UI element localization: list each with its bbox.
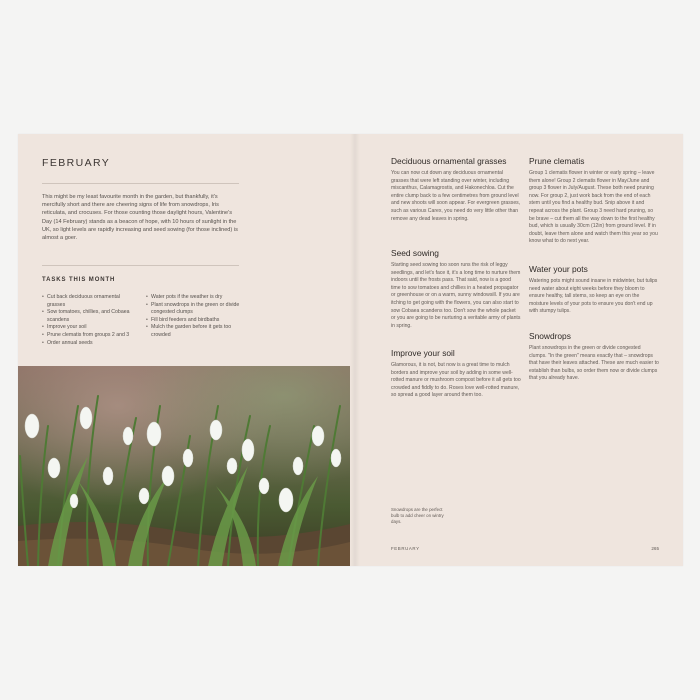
section-body: Plant snowdrops in the green or divide congested clumps. "In the green" means exactly that – snowdrops that have their leaves attached. These are much easier to establish than bulbs, so order them now or divide clumps that you already have. <box>529 345 659 382</box>
running-footer: FEBRUARY <box>391 546 420 551</box>
section-body: Glamorous, it is not, but now is a great time to mulch borders and improve your soil by adding in some well-rotted manure or mushroom compost before it all gets too crowded and fiddly to do. Roses love well-rotted manure, so spread a good layer around them too. <box>391 362 521 399</box>
page-number: 265 <box>651 546 659 551</box>
task-item: • Order annual seeds <box>42 340 138 348</box>
tasks-heading: TASKS THIS MONTH <box>42 277 116 283</box>
section-body: You can now cut down any deciduous ornamental grasses that were left standing over winter, including miscanthus, Calamagrostis, and Hakonechloa. Cut the entire clump back to a few centimetres from ground level and new shoots will soon appear. For evergreen grasses, such as various Carex, you need do very little other than remove any dead leaves in spring. <box>391 170 521 222</box>
section-ornamental-grasses <box>391 156 521 223</box>
book-spread <box>18 134 683 566</box>
task-item: • Prune clematis from groups 2 and 3 <box>42 332 138 340</box>
title-divider <box>42 183 239 184</box>
section-body: Group 1 clematis flower in winter or early spring – leave them alone! Group 2 clematis flower in May/June and group 3 flower in July/August. These both need pruning now. For group 2, just work back from the end of each stem until you find a healthy bud. Snip above it and repeat across the plant. Group 3 need hard pruning, so be brave – cut them all the way down to the first healthy bud, which is usually 30cm (12in) from ground level. If in doubt, leave them alone and watch them this year so you know what to do next year. <box>529 170 658 245</box>
section-snowdrops <box>529 331 659 383</box>
task-item: • Improve your soil <box>42 324 138 332</box>
page-title: FEBRUARY <box>42 157 111 169</box>
book-gutter <box>350 134 360 566</box>
tasks-list-right <box>146 294 242 340</box>
task-item: • Water pots if the weather is dry <box>146 294 242 302</box>
section-prune-clematis <box>529 156 659 246</box>
intro-paragraph: This might be my least favourite month in the garden, but thankfully, it's mercifully short and there are cheering signs of life from snowdrops, Iris reticulata, and crocuses. For those counting those daylight hours, Valentine's Day (14 February) stands as a beacon of hope, with 10 hours of sunlight in the UK, so light levels are rapidly increasing and seed sowing (for those inclined) is almost a goer. <box>42 194 238 242</box>
task-item: • Plant snowdrops in the green or divide congested clumps <box>146 302 242 317</box>
task-item: • Fill bird feeders and birdbaths <box>146 317 242 325</box>
section-heading: Water your pots <box>529 264 588 274</box>
section-heading: Prune clematis <box>529 156 585 166</box>
section-heading: Seed sowing <box>391 248 439 258</box>
section-water-pots <box>529 264 659 316</box>
task-item: • Cut back deciduous ornamental grasses <box>42 294 138 309</box>
snowdrops-photo <box>18 366 350 566</box>
section-seed-sowing <box>391 248 521 330</box>
section-body: Starting seed sowing too soon runs the risk of leggy seedlings, and let's face it, it's a long time to nurture them indoors until the frosts pass. That said, now is a good time to sow tomatoes and chillies in a heated propagator or greenhouse or on a warm, sunny windowsill. If you are itching to get going with the flowers, you can also start to sow Cobaea scandens too. Don't sow the whole packet or you are going to be nurturing a veritable army of plants in spring. <box>391 262 521 329</box>
section-heading: Improve your soil <box>391 348 455 358</box>
tasks-list-left <box>42 294 138 347</box>
task-item: • Sow tomatoes, chillies, and Cobaea scandens <box>42 309 138 324</box>
intro-divider <box>42 265 239 266</box>
section-heading: Deciduous ornamental grasses <box>391 156 507 166</box>
section-heading: Snowdrops <box>529 331 571 341</box>
section-improve-soil <box>391 348 521 400</box>
photo-caption: Snowdrops are the perfect bulb to add cheer on wintry days. <box>391 507 444 524</box>
task-item: • Mulch the garden before it gets too crowded <box>146 324 242 339</box>
section-body: Watering pots might sound insane in midwinter, but tulips need water about eight weeks before they bloom to ensure healthy, tall stems, so keep an eye on the moisture levels of your pots to ensure you don't end up with stumpy tulips. <box>529 278 658 315</box>
